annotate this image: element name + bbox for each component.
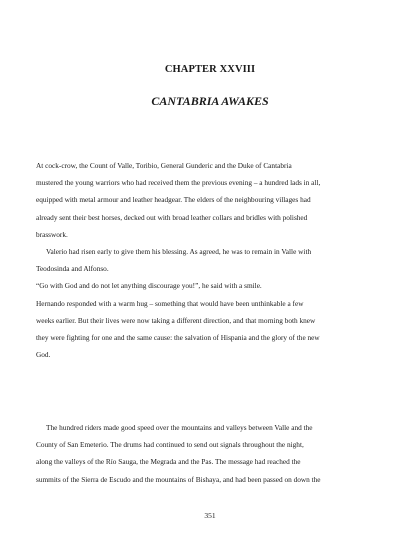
text-line: The hundred riders made good speed over the mountains and valleys between Valle and the — [46, 423, 313, 432]
text-line: along the valleys of the Río Sauga, the Megrada and the Pas. The message had reached the — [36, 457, 301, 467]
text-line: Valerio had risen early to give them his blessing. As agreed, he was to remain in Valle with — [46, 246, 312, 256]
text-line: “Go with God and do not let anything discourage you!”, he said with a smile. — [36, 281, 262, 291]
text-line: County of San Emeterio. The drums had continued to send out signals throughout the night, — [36, 440, 304, 450]
text-line: At cock-crow, the Count of Valle, Toribio, General Gunderic and the Duke of Cantabria — [36, 161, 292, 170]
text-line: weeks earlier. But their lives were now taking a different direction, and that morning both knew — [36, 315, 316, 325]
text-line: they were fighting for one and the same cause: the salvation of Hispania and the glory of the new — [36, 332, 320, 342]
text-line: brasswork. — [36, 229, 68, 239]
text-line: Hernando responded with a warm hug – something that would have been unthinkable a few — [36, 298, 304, 308]
chapter-heading: CHAPTER XXVIII — [164, 64, 256, 75]
text-line: equipped with metal armour and leather headgear. The elders of the neighbouring villages had — [36, 195, 311, 205]
text-line: Teodosinda and Alfonso. — [36, 264, 109, 274]
text-line: summits of the Sierra de Escudo and the mountains of Bishaya, and had been passed on down the — [36, 474, 321, 484]
paragraph-block-2 — [36, 419, 386, 488]
text-line: already sent their best horses, decked out with broad leather collars and bridles with polished — [36, 212, 308, 222]
text-line: God. — [36, 350, 51, 360]
text-line: mustered the young warriors who had received them the previous evening – a hundred lads in all, — [36, 178, 321, 188]
page-number: 351 — [204, 511, 216, 520]
chapter-title: CANTABRIA AWAKES — [151, 94, 269, 108]
paragraph-block-1 — [36, 157, 386, 363]
